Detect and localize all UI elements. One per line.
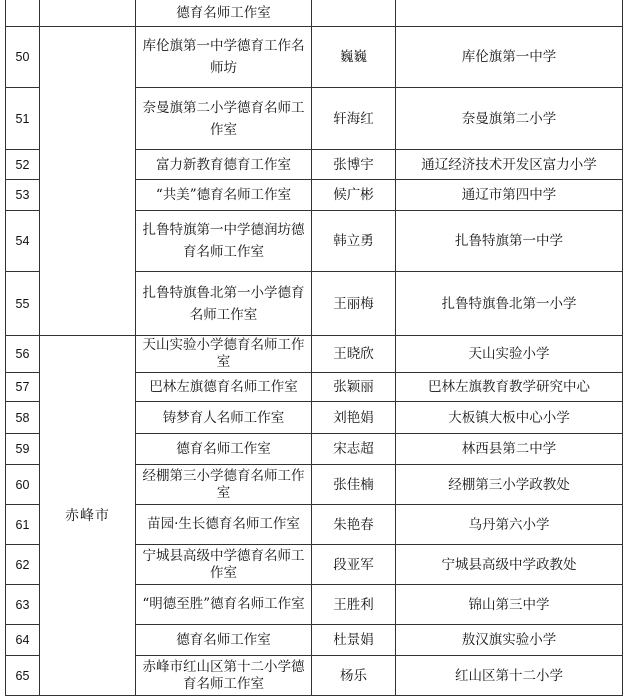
row-number: 51 <box>6 88 40 150</box>
region-cell-tongliao <box>40 27 136 336</box>
studio-name: 库伦旗第一中学德育工作名师坊 <box>136 27 312 88</box>
school-name: 乌丹第六小学 <box>396 505 623 545</box>
studio-name: 苗园·生长德育名师工作室 <box>136 505 312 545</box>
leader-name: 张颖丽 <box>312 373 396 402</box>
leader-name: 韩立勇 <box>312 211 396 272</box>
region-cell-top <box>40 0 136 27</box>
studio-name: 扎鲁特旗鲁北第一小学德育名师工作室 <box>136 272 312 336</box>
school-name: 扎鲁特旗鲁北第一小学 <box>396 272 623 336</box>
studio-table <box>5 0 623 696</box>
leader-name: 段亚军 <box>312 545 396 585</box>
row-number: 56 <box>6 336 40 373</box>
row-number: 65 <box>6 656 40 696</box>
studio-name: 德育名师工作室 <box>136 0 312 27</box>
school-name: 库伦旗第一中学 <box>396 27 623 88</box>
school-name: 锦山第三中学 <box>396 585 623 625</box>
school-name: 大板镇大板中心小学 <box>396 402 623 434</box>
leader-name: 杜景娟 <box>312 625 396 656</box>
studio-name: 巴林左旗德育名师工作室 <box>136 373 312 402</box>
table-row <box>6 27 623 88</box>
studio-name: 德育名师工作室 <box>136 625 312 656</box>
school-name <box>396 0 623 27</box>
row-number <box>6 0 40 27</box>
region-label: 赤峰市 <box>40 336 136 696</box>
row-number: 63 <box>6 585 40 625</box>
studio-name: “明德至胜”德育名师工作室 <box>136 585 312 625</box>
row-number: 62 <box>6 545 40 585</box>
school-name: 敖汉旗实验小学 <box>396 625 623 656</box>
school-name: 巴林左旗教育教学研究中心 <box>396 373 623 402</box>
leader-name: 杨乐 <box>312 656 396 696</box>
school-name: 宁城县高级中学政教处 <box>396 545 623 585</box>
row-number: 61 <box>6 505 40 545</box>
leader-name <box>312 0 396 27</box>
table-row <box>6 0 623 27</box>
school-name: 扎鲁特旗第一中学 <box>396 211 623 272</box>
school-name: 红山区第十二小学 <box>396 656 623 696</box>
studio-name: 扎鲁特旗第一中学德润坊德育名师工作室 <box>136 211 312 272</box>
leader-name: 候广彬 <box>312 180 396 211</box>
leader-name: 刘艳娟 <box>312 402 396 434</box>
row-number: 53 <box>6 180 40 211</box>
studio-name: 天山实验小学德育名师工作室 <box>136 336 312 373</box>
leader-name: 朱艳春 <box>312 505 396 545</box>
studio-name: “共美”德育名师工作室 <box>136 180 312 211</box>
row-number: 59 <box>6 434 40 465</box>
leader-name: 王丽梅 <box>312 272 396 336</box>
leader-name: 张佳楠 <box>312 465 396 505</box>
row-number: 54 <box>6 211 40 272</box>
school-name: 通辽市第四中学 <box>396 180 623 211</box>
leader-name: 轩海红 <box>312 88 396 150</box>
row-number: 60 <box>6 465 40 505</box>
table-row <box>6 336 623 373</box>
row-number: 58 <box>6 402 40 434</box>
school-name: 经棚第三小学政教处 <box>396 465 623 505</box>
leader-name: 张博宇 <box>312 150 396 180</box>
row-number: 55 <box>6 272 40 336</box>
leader-name: 宋志超 <box>312 434 396 465</box>
leader-name: 王胜利 <box>312 585 396 625</box>
studio-name: 宁城县高级中学德育名师工作室 <box>136 545 312 585</box>
studio-name: 经棚第三小学德育名师工作室 <box>136 465 312 505</box>
school-name: 奈曼旗第二小学 <box>396 88 623 150</box>
school-name: 天山实验小学 <box>396 336 623 373</box>
studio-name: 赤峰市红山区第十二小学德育名师工作室 <box>136 656 312 696</box>
studio-name: 富力新教育德育工作室 <box>136 150 312 180</box>
studio-name: 德育名师工作室 <box>136 434 312 465</box>
studio-name: 奈曼旗第二小学德育名师工作室 <box>136 88 312 150</box>
school-name: 林西县第二中学 <box>396 434 623 465</box>
row-number: 52 <box>6 150 40 180</box>
row-number: 64 <box>6 625 40 656</box>
school-name: 通辽经济技术开发区富力小学 <box>396 150 623 180</box>
leader-name: 王晓欣 <box>312 336 396 373</box>
row-number: 57 <box>6 373 40 402</box>
studio-name: 铸梦育人名师工作室 <box>136 402 312 434</box>
leader-name: 巍巍 <box>312 27 396 88</box>
row-number: 50 <box>6 27 40 88</box>
